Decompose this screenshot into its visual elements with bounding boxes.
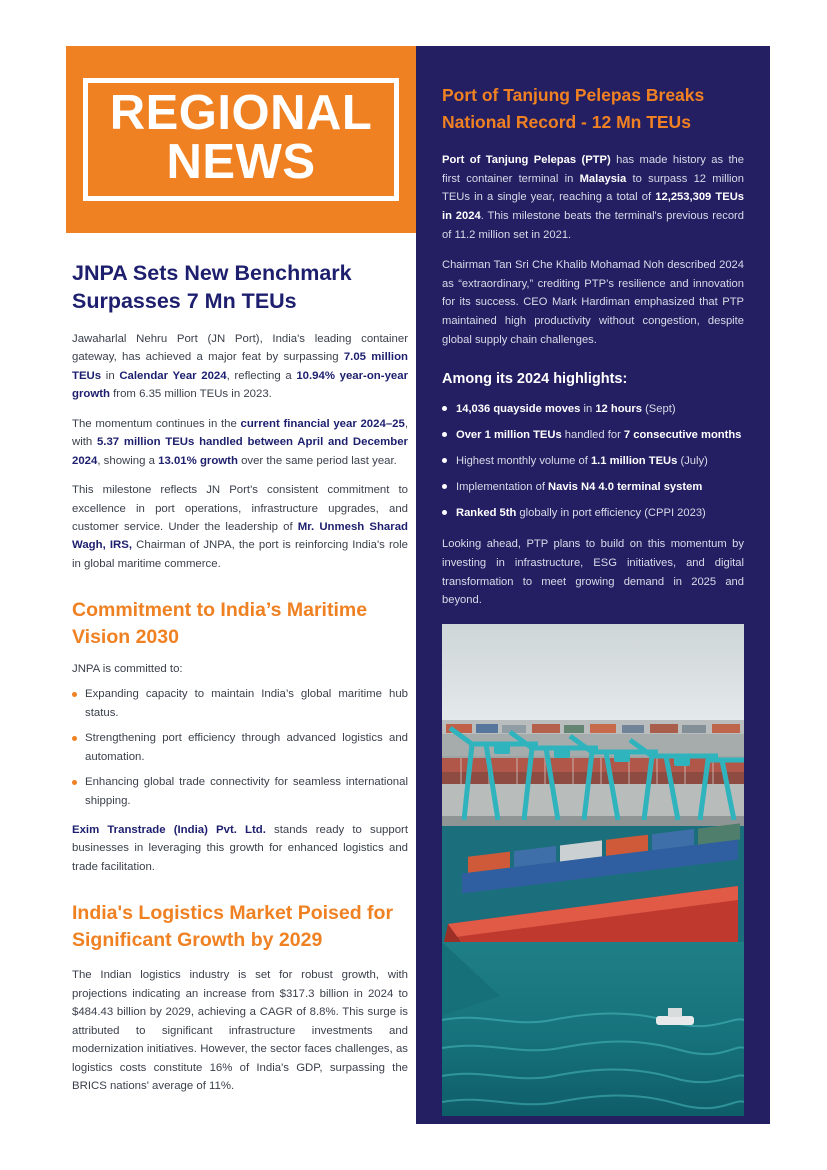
a1p2-pre: The momentum continues in the bbox=[72, 417, 241, 430]
hl-2-b2: 1.1 million TEUs bbox=[590, 455, 678, 468]
hl-2-t2: (July) bbox=[677, 455, 708, 468]
port-photo bbox=[442, 624, 744, 1116]
hl-3-b1: Implementation of bbox=[456, 480, 549, 493]
hl-0-b1: 14,036 quayside moves bbox=[456, 403, 581, 416]
a1p2-b2: 5.37 million TEUs handled between April and December 2024 bbox=[72, 436, 408, 467]
article-1-paragraph-3 bbox=[72, 481, 408, 573]
a1p2-b1: current financial year 2024–25 bbox=[240, 417, 405, 430]
article-3-heading: India's Logistics Market Poised for Significant Growth by 2029 bbox=[72, 902, 394, 952]
left-column bbox=[66, 46, 416, 1124]
list-item bbox=[442, 401, 744, 418]
port-photo-graphic bbox=[442, 624, 744, 1116]
article-3-body: The Indian logistics industry is set for robust growth, with projections indicating an increase from $317.3 billion in 2024 to $484.43 billion by 2029, achieving a CAGR of 8.8%. This surge is attributed to significant infrastructure investments and modernization initiatives. However, the sector faces challenges, as logistics costs constitute 16% of India's GDP, surpassing the BRICS nations' average of 11%. bbox=[72, 969, 408, 1093]
rp1-mid1: has made history as the first container terminal in bbox=[442, 154, 744, 185]
content-columns bbox=[66, 46, 770, 1124]
a1p1-pre: Jawaharlal Nehru Port (JN Port), India's leading container gateway, has achieved a major feat by surpassing bbox=[72, 332, 408, 364]
rp1-b1: Port of Tanjung Pelepas (PTP) bbox=[442, 154, 611, 167]
list-item: Strengthening port efficiency through advanced logistics and automation. bbox=[72, 729, 408, 766]
a1p2-b3: 13.01% growth bbox=[158, 454, 238, 467]
hl-0-b2: 12 hours bbox=[595, 403, 642, 416]
article-2-bullet-list bbox=[72, 685, 408, 810]
a1p1-mid2: , reflecting a bbox=[226, 369, 297, 382]
a1p3-end: Chairman of JNPA, the port is reinforcing India's role in global maritime commerce. bbox=[72, 539, 408, 570]
list-item bbox=[442, 505, 744, 522]
masthead-line-1: REGIONAL bbox=[109, 86, 373, 141]
hl-3-b2: Navis N4 4.0 terminal system bbox=[548, 480, 703, 493]
hl-0-t1: in bbox=[580, 403, 596, 416]
a1p1-b2: Calendar Year 2024 bbox=[119, 369, 227, 382]
a1p2-end: over the same period last year. bbox=[237, 454, 397, 467]
article-1-heading: JNPA Sets New Benchmark Surpasses 7 Mn TEUs bbox=[72, 261, 352, 314]
rp1-b2: Malaysia bbox=[579, 172, 627, 185]
hl-1-b1: Over 1 million TEUs bbox=[456, 429, 562, 442]
article-2-heading: Commitment to India’s Maritime Vision 2030 bbox=[72, 599, 368, 649]
hl-4-b1: Ranked 5th bbox=[456, 506, 517, 519]
right-column bbox=[416, 46, 770, 1124]
hl-1-b2: 7 consecutive months bbox=[623, 429, 742, 442]
list-item bbox=[442, 427, 744, 444]
left-column-body bbox=[66, 233, 416, 1096]
a1p2-mid2: , showing a bbox=[97, 454, 159, 467]
article-2-closing bbox=[72, 821, 408, 876]
list-item: Enhancing global trade connectivity for seamless international shipping. bbox=[72, 773, 408, 810]
rp1-b3: 12,253,309 TEUs in 2024 bbox=[442, 191, 744, 222]
list-item bbox=[442, 479, 744, 496]
a1p1-b3: 10.94% year-on-year growth bbox=[72, 369, 409, 401]
a1p1-b1: 7.05 million TEUs bbox=[72, 351, 408, 382]
a1p2-mid1: , with bbox=[72, 417, 408, 449]
a1p3-pre: This milestone reflects JN Port's consistent commitment to excellence in port operations, infrastructure upgrades, and customer service. Under the leadership of bbox=[72, 484, 408, 533]
article-1-paragraph-2 bbox=[72, 415, 408, 470]
rp1-end: . This milestone beats the terminal's previous record of 11.2 million set in 2021. bbox=[442, 209, 744, 241]
right-paragraph-1 bbox=[442, 151, 744, 244]
list-item bbox=[442, 453, 744, 470]
hl-1-t1: handled for bbox=[561, 429, 624, 442]
article-2-lead: JNPA is committed to: bbox=[72, 663, 183, 676]
masthead-banner bbox=[66, 46, 416, 233]
highlights-heading: Among its 2024 highlights: bbox=[442, 371, 628, 388]
a1p1-mid1: in bbox=[101, 369, 120, 382]
highlights-list bbox=[442, 401, 744, 521]
right-closing-paragraph: Looking ahead, PTP plans to build on this momentum by investing in infrastructure, ESG initiatives, and digital transformation to meet growing demand in 2025 and beyond. bbox=[442, 538, 744, 607]
hl-2-b1: Highest monthly volume of bbox=[456, 455, 591, 468]
masthead-line-2: NEWS bbox=[166, 134, 316, 189]
a2-closing-text: stands ready to support businesses in leveraging this growth for enhanced logistics and trade facilitation. bbox=[72, 824, 408, 873]
article-1-paragraph-1 bbox=[72, 330, 408, 404]
a1p3-b1: Mr. Unmesh Sharad Wagh, IRS, bbox=[72, 520, 408, 552]
rp1-mid2: to surpass 12 million TEUs in a single year, reaching a total of bbox=[442, 172, 744, 204]
hl-0-t2: (Sept) bbox=[641, 403, 676, 416]
hl-4-t1: globally in port efficiency (CPPI 2023) bbox=[516, 506, 706, 519]
masthead-frame bbox=[83, 78, 400, 200]
a2-closing-bold: Exim Transtrade (India) Pvt. Ltd. bbox=[72, 824, 266, 836]
right-paragraph-2: Chairman Tan Sri Che Khalib Mohamad Noh described 2024 as “extraordinary,” crediting PTP’s resilience and innovation for its success. CEO Mark Hardiman emphasized that PTP maintained high productivity without congestion, despite global supply chain challenges. bbox=[442, 259, 744, 346]
right-article-heading: Port of Tanjung Pelepas Breaks National Record - 12 Mn TEUs bbox=[442, 85, 705, 132]
list-item: Expanding capacity to maintain India’s global maritime hub status. bbox=[72, 685, 408, 722]
a1p1-end: from 6.35 million TEUs in 2023. bbox=[109, 388, 272, 401]
